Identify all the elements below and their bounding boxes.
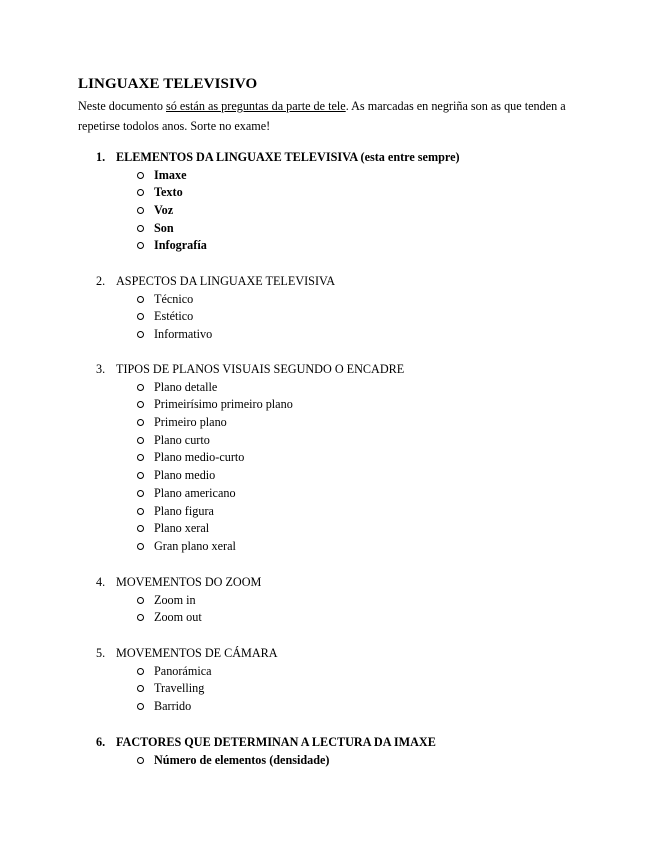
section-number: 6. bbox=[96, 735, 106, 749]
list-item: Plano figura bbox=[96, 503, 404, 521]
intro-text-start: Neste documento bbox=[78, 99, 166, 113]
list-item: Zoom in bbox=[96, 592, 261, 610]
list-item: Plano xeral bbox=[96, 520, 404, 538]
list-item: Estético bbox=[96, 308, 335, 326]
section-heading bbox=[96, 574, 261, 592]
section-list bbox=[96, 379, 404, 556]
section-number: 2. bbox=[96, 274, 106, 288]
section-heading bbox=[96, 734, 436, 752]
list-item: Panorámica bbox=[96, 663, 278, 681]
list-item: Son bbox=[96, 220, 460, 238]
section-title: FACTORES QUE DETERMINAN A LECTURA DA IMAXE bbox=[116, 735, 436, 749]
list-item: Imaxe bbox=[96, 167, 460, 185]
list-item: Gran plano xeral bbox=[96, 538, 404, 556]
list-item: Plano detalle bbox=[96, 379, 404, 397]
section-number: 4. bbox=[96, 575, 106, 589]
section-heading bbox=[96, 361, 404, 379]
list-item: Plano curto bbox=[96, 432, 404, 450]
section-title: TIPOS DE PLANOS VISUAIS SEGUNDO O ENCADRE bbox=[116, 362, 405, 376]
section-number: 3. bbox=[96, 362, 106, 376]
section-heading bbox=[96, 273, 335, 291]
list-item: Infografía bbox=[96, 237, 460, 255]
section-heading bbox=[96, 149, 460, 167]
list-item: Travelling bbox=[96, 680, 278, 698]
list-item: Plano americano bbox=[96, 485, 404, 503]
list-item: Voz bbox=[96, 202, 460, 220]
section-title: MOVEMENTOS DO ZOOM bbox=[116, 575, 262, 589]
section-5 bbox=[96, 645, 278, 716]
section-title: MOVEMENTOS DE CÁMARA bbox=[116, 646, 278, 660]
list-item: Informativo bbox=[96, 326, 335, 344]
page-title: LINGUAXE TELEVISIVO bbox=[78, 76, 258, 92]
section-list bbox=[96, 592, 261, 627]
list-item: Primeirísimo primeiro plano bbox=[96, 396, 404, 414]
section-list bbox=[96, 752, 436, 770]
section-list bbox=[96, 291, 335, 344]
section-number: 1. bbox=[96, 150, 106, 164]
section-3 bbox=[96, 361, 404, 556]
list-item: Barrido bbox=[96, 698, 278, 716]
intro-paragraph bbox=[78, 96, 578, 136]
intro-underlined-text: só están as preguntas da parte de tele bbox=[166, 99, 346, 113]
section-heading bbox=[96, 645, 278, 663]
list-item: Plano medio bbox=[96, 467, 404, 485]
section-6 bbox=[96, 734, 436, 769]
section-list bbox=[96, 167, 460, 255]
list-item: Número de elementos (densidade) bbox=[96, 752, 436, 770]
intro-text-end: . As marcadas en negriña son as que tenden a repetirse todolos anos. Sorte no exame! bbox=[78, 99, 566, 133]
section-4 bbox=[96, 574, 261, 627]
section-number: 5. bbox=[96, 646, 106, 660]
section-2 bbox=[96, 273, 335, 344]
list-item: Zoom out bbox=[96, 609, 261, 627]
section-1 bbox=[96, 149, 460, 255]
section-title: ELEMENTOS DA LINGUAXE TELEVISIVA (esta entre sempre) bbox=[116, 150, 460, 164]
list-item: Texto bbox=[96, 184, 460, 202]
list-item: Técnico bbox=[96, 291, 335, 309]
section-title: ASPECTOS DA LINGUAXE TELEVISIVA bbox=[116, 274, 336, 288]
list-item: Primeiro plano bbox=[96, 414, 404, 432]
section-list bbox=[96, 663, 278, 716]
list-item: Plano medio-curto bbox=[96, 449, 404, 467]
